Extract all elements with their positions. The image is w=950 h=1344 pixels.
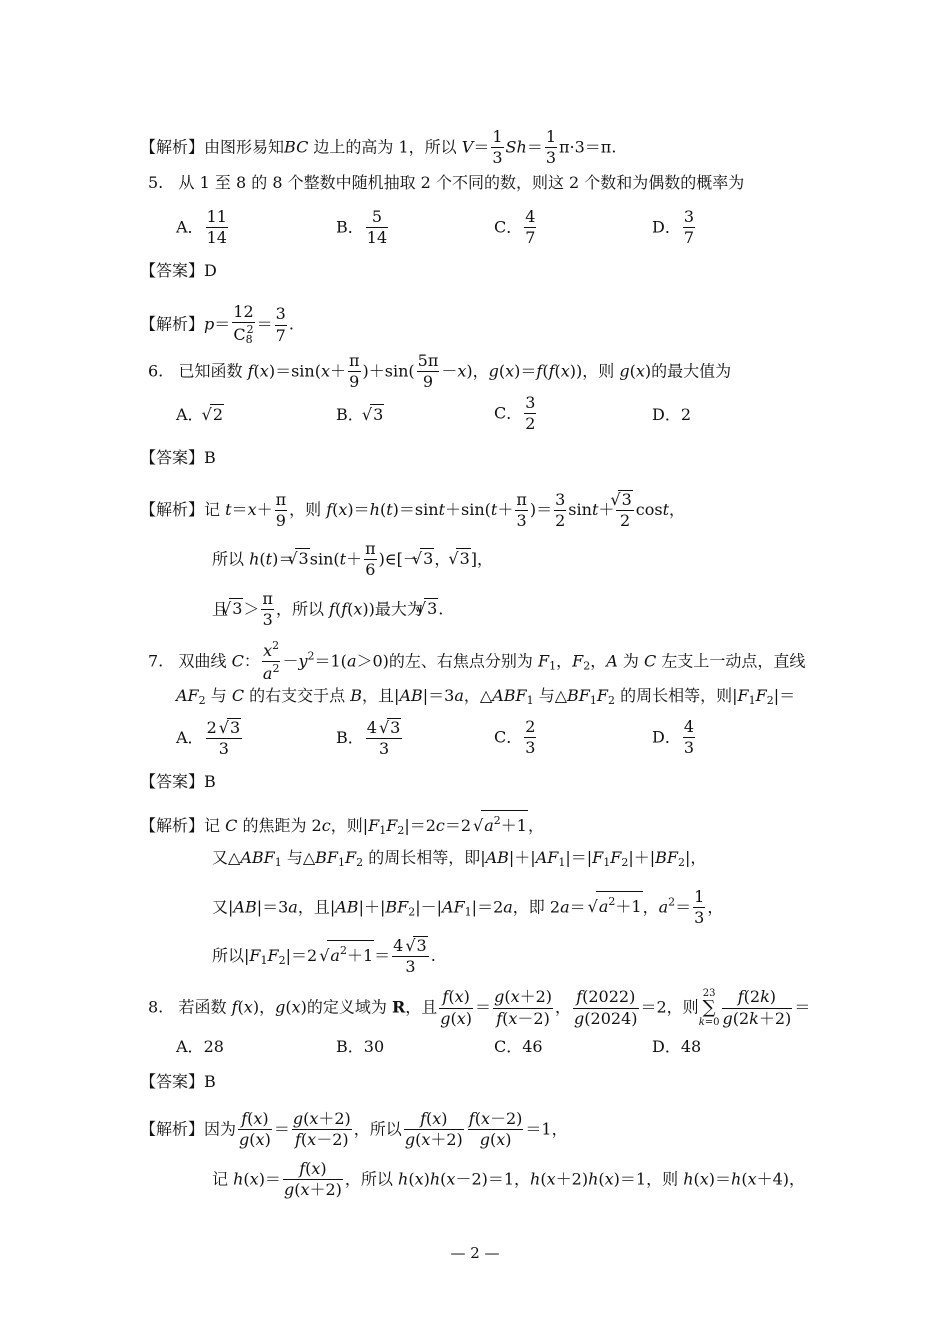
q7-answer: 【答案】B — [140, 772, 216, 791]
q6-option-d: D．2 — [652, 405, 692, 424]
q6-analysis-line-3: 且√ 3＞ $\frac{\pi}{3}$ ，所以 f(f(x))最大为√ 3. — [212, 590, 443, 630]
q7-analysis-line-1: 【解析】记 C 的焦距为 2c，则$|F_1F_2|=2c=2√$ $a^2+1$， — [140, 810, 544, 841]
q6-analysis-line-2: 所以 h(t)＝√ 3sin(t＋ $\frac{\pi}{6}$ )∈[－√ 3， √ 3]， — [212, 540, 493, 580]
q8-option-d: D．48 — [652, 1037, 702, 1056]
q8-analysis-line-1: 【解析】因为 $\frac{f(x)}{g(x)}$ ＝ $\frac{g(x+2)}{f(x-2)}$ ，所以 $\frac{f(x)}{g(x+2)}$ $\frac{f(x-2)}{g(x)}$ ＝1， — [140, 1109, 568, 1150]
q5-analysis: 【解析】p＝ $\frac{12}{C_8^2}$ ＝ $\frac{3}{7}$ . — [140, 302, 294, 347]
q7-analysis-line-2: 又$\triangle ABF_1$ 与$\triangle BF_1F_2$ 的周长相等，即$|AB|+|AF_1|=|F_1F_2|+|BF_2|$， — [212, 848, 707, 869]
q6-option-c: C． $\frac{3}{2}$ — [494, 393, 536, 434]
q7-option-c: C． $\frac{2}{3}$ — [494, 717, 536, 758]
q6-stem: 6. 已知函数 f(x)＝sin(x＋ $\frac{\pi}{9}$ )＋sin( $\frac{5\pi}{9}$ －x)，g(x)＝f(f(x))，则 g(x)的最大值为 — [148, 351, 732, 392]
q6-analysis-line-1: 【解析】记 t＝x＋ $\frac{\pi}{9}$ ，则 f(x)＝h(t)＝sint＋sin(t＋ $\frac{\pi}{3}$ )＝ $\frac{3}{2}$ sint＋ √ $\frac{3}{2}$ cost， — [140, 490, 685, 531]
q8-answer: 【答案】B — [140, 1072, 216, 1091]
q6-answer: 【答案】B — [140, 448, 216, 467]
q7-option-d: D． $\frac{4}{3}$ — [652, 717, 695, 758]
q7-stem-line-2: $AF_2$ 与 C 的右支交于点 B，且|AB|＝3a，$\triangle ABF_1$ 与$\triangle BF_1F_2$ 的周长相等，则$|F_1F_2|=$ — [176, 686, 796, 707]
q6-option-b: B． √ 3 — [336, 402, 384, 425]
q5-option-c: C． $\frac{4}{7}$ — [494, 207, 536, 248]
q8-option-c: C．46 — [494, 1037, 543, 1056]
q8-option-b: B．30 — [336, 1037, 385, 1056]
page-number: — 2 — — [450, 1244, 500, 1262]
q5-answer: 【答案】D — [140, 261, 217, 280]
q5-option-a: A． $\frac{11}{14}$ — [176, 207, 227, 248]
q5-option-d: D． $\frac{3}{7}$ — [652, 207, 695, 248]
q7-option-a: A． $\frac{2√ 3}{3}$ — [176, 718, 244, 759]
q7-analysis-line-3: 又|AB|＝3a，且$|AB|+|BF_2|-|AF_1|=2a$，即 2a＝√ $a^2+1$，$a^2=$ $\frac{1}{3}$ ， — [212, 888, 723, 928]
analysis-label: 【解析】 — [140, 137, 205, 157]
q4-analysis: 【解析】由图形易知BC 边上的高为 1，所以 V＝ $\frac{1}{3}$ Sh＝ $\frac{1}{3}$ π·3＝π. — [140, 127, 617, 168]
q8-option-a: A．28 — [176, 1037, 224, 1056]
q8-analysis-line-2: 记 h(x)＝ $\frac{f(x)}{g(x+2)}$ ，所以 h(x)h(x－2)＝1，h(x＋2)h(x)＝1，则 h(x)＝h(x＋4)， — [212, 1159, 806, 1200]
q5-option-b: B． $\frac{5}{14}$ — [336, 207, 388, 248]
q7-analysis-line-4: 所以$|F_1F_2|=2√$ $a^2+1=$ $\frac{4√ 3}{3}$ . — [212, 936, 436, 977]
q6-option-a: A． √ 2 — [176, 402, 224, 425]
q7-stem-line-1: 7. 双曲线 C： $\frac{x^2}{a^2}$ $-y^2=1(a>0)$的左、右焦点分别为 $F_1$，$F_2$，A 为 C 左支上一动点，直线 — [148, 639, 806, 684]
q5-stem: 5. 从 1 至 8 的 8 个整数中随机抽取 2 个不同的数，则这 2 个数和为偶数的概率为 — [148, 173, 745, 192]
q7-option-b: B． $\frac{4√ 3}{3}$ — [336, 718, 404, 759]
q8-stem: 8. 若函数 f(x)，g(x)的定义域为 R，且 $\frac{f(x)}{g(x)}$ ＝ $\frac{g(x+2)}{f(x-2)}$ ， $\frac{f(2022)}{g(2024)}$ ＝2，则 23 ∑ k=0 $\frac{f(2k)}{g(2k+2)}$ ＝ — [148, 987, 811, 1028]
